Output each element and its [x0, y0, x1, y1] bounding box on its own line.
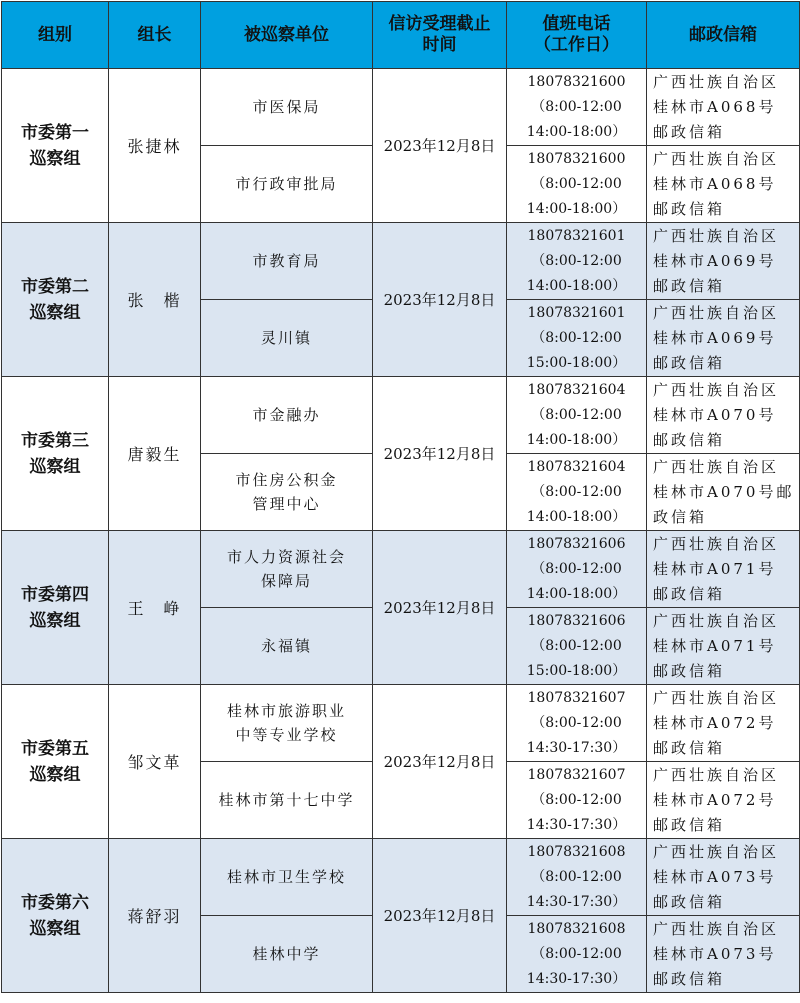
phone-line: 15:00-18:00） [526, 662, 627, 679]
phone-line: （8:00-12:00 [531, 483, 622, 500]
leader-cell: 张捷林 [109, 69, 201, 223]
unit-cell [201, 223, 373, 300]
phone-line: （8:00-12:00 [531, 406, 622, 423]
mailbox-cell [647, 377, 800, 454]
group-name-cell [2, 69, 109, 223]
unit-line: 市人力资源社会 [226, 548, 346, 566]
unit-line: 市医保局 [252, 98, 321, 116]
leader-cell: 蒋舒羽 [109, 839, 201, 993]
unit-cell [201, 608, 373, 685]
deadline-cell: 2023年12月8日 [373, 531, 507, 685]
mailbox-line: 广西壮族自治区 [653, 842, 780, 861]
unit-cell [201, 916, 373, 993]
unit-cell [201, 377, 373, 454]
phone-cell [507, 916, 647, 993]
group-name-cell [2, 223, 109, 377]
phone-line: （8:00-12:00 [531, 98, 622, 115]
unit-line: 市金融办 [252, 406, 321, 424]
header-group: 组别 [2, 2, 109, 69]
leader-cell: 唐毅生 [109, 377, 201, 531]
header-unit: 被巡察单位 [201, 2, 373, 69]
mailbox-line: 桂林市A069号 [653, 328, 777, 347]
mailbox-cell [647, 531, 800, 608]
header-row [2, 2, 800, 69]
unit-line: 市教育局 [252, 252, 321, 270]
mailbox-cell [647, 762, 800, 839]
group-name-line: 市委第三 [21, 430, 89, 451]
deadline-cell: 2023年12月8日 [373, 69, 507, 223]
mailbox-line: 桂林市A068号 [653, 97, 777, 116]
group-name-cell [2, 377, 109, 531]
mailbox-line: 桂林市A072号 [653, 790, 777, 809]
mailbox-line: 桂林市A073号 [653, 867, 777, 886]
phone-cell [507, 454, 647, 531]
phone-cell [507, 223, 647, 300]
unit-cell [201, 146, 373, 223]
mailbox-line: 广西壮族自治区 [653, 149, 780, 168]
table-row [2, 839, 800, 916]
mailbox-line: 邮政信箱 [653, 815, 726, 834]
phone-line: （8:00-12:00 [531, 329, 622, 346]
mailbox-line: 邮政信箱 [653, 276, 726, 295]
mailbox-line: 广西壮族自治区 [653, 380, 780, 399]
group-name-line: 巡察组 [29, 148, 81, 169]
phone-line: （8:00-12:00 [531, 175, 622, 192]
mailbox-line: 政信箱 [653, 507, 708, 526]
phone-line: （8:00-12:00 [531, 637, 622, 654]
mailbox-cell [647, 454, 800, 531]
mailbox-line: 广西壮族自治区 [653, 765, 780, 784]
group-name-line: 市委第六 [21, 892, 89, 913]
mailbox-line: 广西壮族自治区 [653, 919, 780, 938]
header-deadline-line: 信访受理截止 [388, 14, 491, 34]
phone-line: 14:00-18:00） [526, 123, 627, 140]
unit-line: 市住房公积金 [235, 471, 338, 489]
phone-line: 18078321601 [527, 227, 626, 244]
phone-line: 18078321607 [527, 766, 626, 783]
unit-line: 管理中心 [252, 495, 321, 513]
mailbox-line: 邮政信箱 [653, 892, 726, 911]
mailbox-line: 广西壮族自治区 [653, 611, 780, 630]
phone-line: （8:00-12:00 [531, 791, 622, 808]
phone-line: 18078321600 [527, 73, 626, 90]
group-name-line: 市委第五 [21, 738, 89, 759]
phone-line: 14:00-18:00） [526, 200, 627, 217]
group-name-line: 巡察组 [29, 764, 81, 785]
unit-line: 灵川镇 [260, 329, 312, 347]
unit-line: 桂林中学 [252, 945, 321, 963]
phone-line: 18078321608 [527, 920, 626, 937]
phone-cell [507, 300, 647, 377]
phone-cell [507, 69, 647, 146]
mailbox-line: 桂林市A072号 [653, 713, 777, 732]
header-deadline-line: 时间 [422, 35, 457, 55]
mailbox-line: 邮政信箱 [653, 430, 726, 449]
mailbox-line: 桂林市A073号 [653, 944, 777, 963]
unit-line: 永福镇 [260, 637, 312, 655]
group-name-line: 巡察组 [29, 456, 81, 477]
deadline-cell: 2023年12月8日 [373, 377, 507, 531]
phone-line: 14:00-18:00） [526, 277, 627, 294]
mailbox-line: 广西壮族自治区 [653, 534, 780, 553]
phone-line: 14:30-17:30） [526, 816, 627, 833]
unit-cell [201, 839, 373, 916]
leader-cell: 张 楷 [109, 223, 201, 377]
mailbox-line: 广西壮族自治区 [653, 303, 780, 322]
phone-cell [507, 685, 647, 762]
mailbox-line: 广西壮族自治区 [653, 72, 780, 91]
unit-line: 桂林市卫生学校 [226, 868, 346, 886]
phone-line: （8:00-12:00 [531, 714, 622, 731]
unit-line: 保障局 [260, 572, 312, 590]
leader-cell: 王 峥 [109, 531, 201, 685]
phone-cell [507, 146, 647, 223]
mailbox-line: 广西壮族自治区 [653, 688, 780, 707]
table-row [2, 531, 800, 608]
table-row [2, 377, 800, 454]
phone-line: 18078321600 [527, 150, 626, 167]
phone-line: （8:00-12:00 [531, 560, 622, 577]
mailbox-line: 桂林市A071号 [653, 636, 777, 655]
mailbox-line: 广西壮族自治区 [653, 226, 780, 245]
unit-cell [201, 531, 373, 608]
unit-line: 中等专业学校 [235, 726, 338, 744]
mailbox-line: 邮政信箱 [653, 969, 726, 988]
phone-line: （8:00-12:00 [531, 868, 622, 885]
mailbox-line: 广西壮族自治区 [653, 457, 780, 476]
phone-line: 14:30-17:30） [526, 893, 627, 910]
phone-cell [507, 608, 647, 685]
mailbox-cell [647, 69, 800, 146]
header-leader: 组长 [109, 2, 201, 69]
mailbox-line: 邮政信箱 [653, 122, 726, 141]
mailbox-line: 桂林市A068号 [653, 174, 777, 193]
mailbox-cell [647, 146, 800, 223]
mailbox-line: 桂林市A069号 [653, 251, 777, 270]
unit-line: 桂林市第十七中学 [218, 791, 355, 809]
group-name-line: 巡察组 [29, 918, 81, 939]
table-row [2, 223, 800, 300]
unit-cell [201, 762, 373, 839]
group-name-line: 巡察组 [29, 610, 81, 631]
phone-cell [507, 377, 647, 454]
deadline-cell: 2023年12月8日 [373, 223, 507, 377]
table-row [2, 685, 800, 762]
mailbox-line: 桂林市A070号邮 [653, 482, 795, 501]
mailbox-line: 桂林市A071号 [653, 559, 777, 578]
table-header [2, 2, 800, 69]
mailbox-line: 邮政信箱 [653, 199, 726, 218]
mailbox-line: 邮政信箱 [653, 661, 726, 680]
table-body [2, 69, 800, 993]
mailbox-cell [647, 916, 800, 993]
group-name-cell [2, 531, 109, 685]
mailbox-cell [647, 223, 800, 300]
mailbox-line: 桂林市A070号 [653, 405, 777, 424]
mailbox-line: 邮政信箱 [653, 584, 726, 603]
phone-line: 18078321601 [527, 304, 626, 321]
group-name-line: 巡察组 [29, 302, 81, 323]
phone-line: 18078321606 [527, 612, 626, 629]
phone-line: 14:30-17:30） [526, 970, 627, 987]
group-name-cell [2, 839, 109, 993]
phone-line: 18078321607 [527, 689, 626, 706]
phone-cell [507, 531, 647, 608]
unit-cell [201, 685, 373, 762]
phone-cell [507, 839, 647, 916]
header-deadline [373, 2, 507, 69]
group-name-cell [2, 685, 109, 839]
phone-line: 18078321608 [527, 843, 626, 860]
header-phone-line: 值班电话 [542, 14, 611, 34]
mailbox-line: 邮政信箱 [653, 738, 726, 757]
group-name-line: 市委第一 [21, 122, 89, 143]
mailbox-cell [647, 839, 800, 916]
inspection-roster-table [1, 1, 800, 993]
unit-cell [201, 454, 373, 531]
deadline-cell: 2023年12月8日 [373, 685, 507, 839]
group-name-line: 市委第二 [21, 276, 89, 297]
mailbox-cell [647, 608, 800, 685]
unit-cell [201, 300, 373, 377]
table-row [2, 69, 800, 146]
mailbox-cell [647, 685, 800, 762]
phone-line: 14:00-18:00） [526, 431, 627, 448]
phone-line: 14:00-18:00） [526, 585, 627, 602]
header-phone-line: （工作日） [534, 35, 619, 55]
leader-cell: 邹文革 [109, 685, 201, 839]
unit-line: 市行政审批局 [235, 175, 338, 193]
phone-line: 14:30-17:30） [526, 739, 627, 756]
mailbox-cell [647, 300, 800, 377]
header-phone [507, 2, 647, 69]
phone-line: 18078321606 [527, 535, 626, 552]
phone-line: （8:00-12:00 [531, 252, 622, 269]
phone-line: 14:00-18:00） [526, 508, 627, 525]
unit-cell [201, 69, 373, 146]
phone-cell [507, 762, 647, 839]
deadline-cell: 2023年12月8日 [373, 839, 507, 993]
group-name-line: 市委第四 [21, 584, 89, 605]
header-mailbox: 邮政信箱 [647, 2, 800, 69]
phone-line: 18078321604 [527, 381, 626, 398]
unit-line: 桂林市旅游职业 [226, 702, 346, 720]
phone-line: 15:00-18:00） [526, 354, 627, 371]
phone-line: （8:00-12:00 [531, 945, 622, 962]
phone-line: 18078321604 [527, 458, 626, 475]
mailbox-line: 邮政信箱 [653, 353, 726, 372]
